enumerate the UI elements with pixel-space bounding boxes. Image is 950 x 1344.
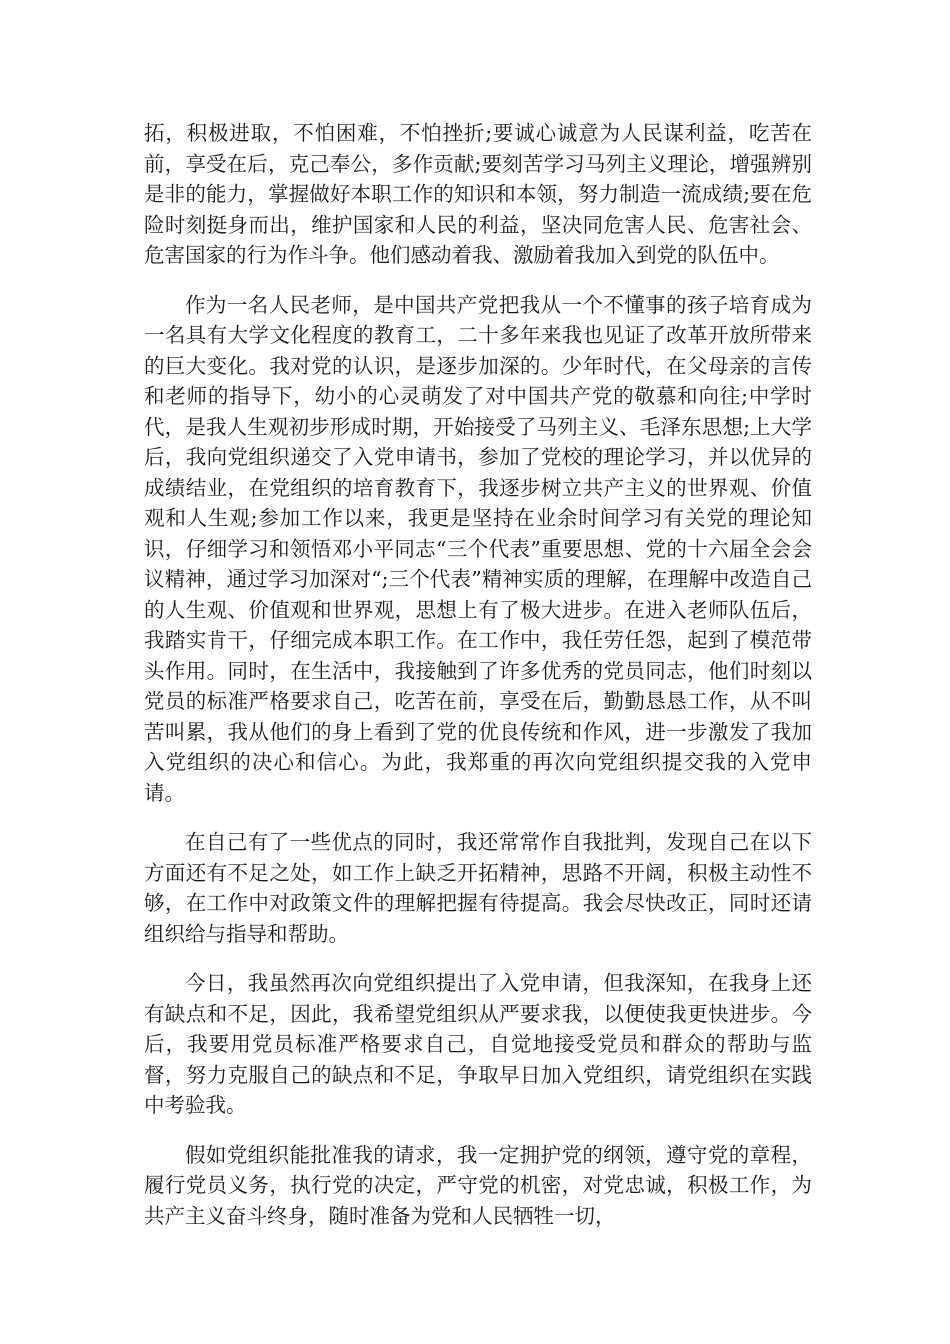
paragraph-self-criticism: 在自己有了一些优点的同时，我还常常作自我批判，发现自己在以下方面还有不足之处，如工作上缺乏开拓精神，思路不开阔，积极主动性不够，在工作中对政策文件的理解把握有待提高。我会尽快改正，同时还请组织给与指导和帮助。 [144, 830, 812, 946]
paragraph-teacher-background: 作为一名人民老师，是中国共产党把我从一个不懂事的孩子培育成为一名具有大学文化程度的教育工，二十多年来我也见证了改革开放所带来的巨大变化。我对党的认识，是逐步加深的。少年时代，在父母亲的言传和老师的指导下，幼小的心灵萌发了对中国共产党的敬慕和向往;中学时代，是我人生观初步形成时期，开始接受了马列主义、毛泽东思想;上大学后，我向党组织递交了入党申请书，参加了党校的理论学习，并以优异的成绩结业，在党组织的培育教育下，我逐步树立共产主义的世界观、价值观和人生观;参加工作以来，我更是坚持在业余时间学习有关党的理论知识，仔细学习和领悟邓小平同志“三个代表”重要思想、党的十六届全会会议精神，通过学习加深对“;三个代表”精神实质的理解，在理解中改造自己的人生观、价值观和世界观，思想上有了极大进步。在进入老师队伍后，我踏实肯干，仔细完成本职工作。在工作中，我任劳任怨，起到了模范带头作用。同时，在生活中，我接触到了许多优秀的党员同志，他们时刻以党员的标准严格要求自己，吃苦在前，享受在后，勤勤恳恳工作，从不叫苦叫累，我从他们的身上看到了党的优良传统和作风，进一步激发了我加入党组织的决心和信心。为此，我郑重的再次向党组织提交我的入党申请。 [144, 292, 812, 805]
paragraph-application-request: 今日，我虽然再次向党组织提出了入党申请，但我深知，在我身上还有缺点和不足，因此，我希望党组织从严要求我，以便使我更快进步。今后，我要用党员标准严格要求自己，自觉地接受党员和群众的帮助与监督，努力克服自己的缺点和不足，争取早日加入党组织，请党组织在实践中考验我。 [144, 971, 812, 1117]
document-body [144, 118, 812, 1250]
paragraph-pledge: 假如党组织能批准我的请求，我一定拥护党的纲领，遵守党的章程，履行党员义务，执行党的决定，严守党的机密，对党忠诚，积极工作，为共产主义奋斗终身，随时准备为党和人民牺牲一切， [144, 1142, 812, 1228]
paragraph-continued: 拓，积极进取，不怕困难，不怕挫折;要诚心诚意为人民谋利益，吃苦在前，享受在后，克己奉公，多作贡献;要刻苦学习马列主义理论，增强辨别是非的能力，掌握做好本职工作的知识和本领，努力制造一流成绩;要在危险时刻挺身而出，维护国家和人民的利益，坚决同危害人民、危害社会、危害国家的行为作斗争。他们感动着我、激励着我加入到党的队伍中。 [144, 121, 812, 267]
